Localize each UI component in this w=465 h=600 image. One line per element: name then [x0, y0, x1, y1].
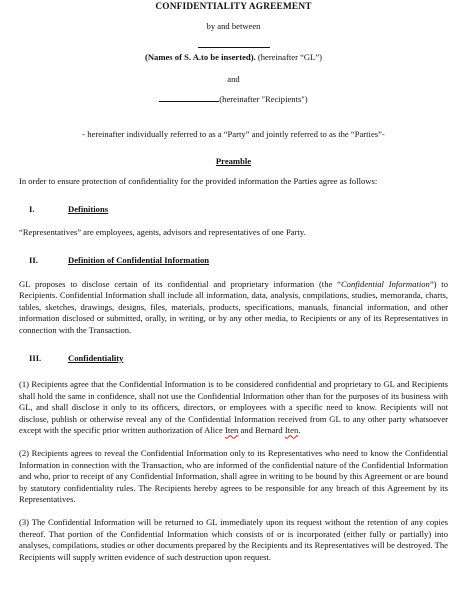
byline: by and between [206, 20, 261, 31]
spellcheck-name-2: Iten [284, 425, 299, 436]
spellcheck-name-1: Iten [224, 425, 239, 436]
section-2-heading [19, 255, 448, 267]
party2-line [19, 93, 448, 106]
section-2-text [19, 279, 448, 337]
section-1-number: I. [29, 203, 35, 214]
section-3-paragraph-3: (3) The Confidential Information will be returned to GL immediately upon its request without the retention of any copies thereof. That portion of the Confidential Information which consists of or is incorporated (either fully or partially) into analyses, compilations, studies or other documents prepared by the Recipients and its Representatives will be destroyed. The Recipients will supply written evidence of such destruction upon request. [19, 517, 448, 562]
section-3-p1-mid: and Bernard [238, 425, 285, 436]
section-3-p1-after: . [298, 425, 301, 436]
section-3-title: Confidentiality [68, 352, 124, 363]
parties-note: - hereinafter individually referred to as a “Party” and jointly referred to as the “Parties”- [82, 128, 385, 139]
document-title: CONFIDENTIALITY AGREEMENT [155, 2, 312, 12]
preamble-heading: Preamble [215, 155, 252, 166]
section-2-text-after: ”) to Recipients. Confidential Information shall include all information, data, analysis, compilations, studies, memoranda, charts, tables, sketches, drawings, designs, files, materials, products, specifications, manuals, financial information, and other information disclosed or submitted, orally, in writing, or by any other media, to Recipients or any of its Representatives in connection with the Transaction. [19, 278, 448, 335]
section-3-p1-before: (1) Recipients agree that the Confidential Information is to be considered confidential and proprietary to GL and Recipients shall hold the same in confidence, shall not use the Confidential Information other than for the purposes of its business with GL, and shall disclose it only to its officers, directors, or employees with a specific need to know. Recipients will not disclose, publish or otherwise reveal any of the Confidential Information received from GL to any other party whatsoever except with the specific prior written authorization of Alice [19, 379, 448, 436]
party2-suffix: (hereinafter "Recipients") [219, 94, 308, 105]
section-1-text: “Representatives” are employees, agents, advisors and representatives of one Party. [19, 227, 306, 238]
party1-blank-line[interactable] [198, 47, 270, 48]
and-line: and [227, 73, 240, 84]
section-2-text-before: GL proposes to disclose certain of its confidential and proprietary information (the “ [19, 278, 341, 289]
party1-names: (Names of S. A.to be inserted). [144, 52, 256, 63]
section-3-heading [19, 353, 448, 365]
party2-blank-line[interactable] [159, 93, 219, 102]
section-3-number: III. [29, 352, 42, 363]
party1-line [19, 52, 448, 64]
party1-suffix: (hereinafter “GL”) [255, 52, 323, 63]
preamble-text: In order to ensure protection of confidentiality for the provided information the Parties agree as follows: [19, 176, 378, 187]
section-3-paragraph-1 [19, 379, 448, 437]
section-2-number: II. [29, 254, 38, 265]
section-3-paragraph-2: (2) Recipients agrees to reveal the Confidential Information only to its Representatives who need to know the Confidential Information in connection with the Transaction, who are informed of the confidential nature of the Confidential Information and who, prior to receipt of any Confidential Information, shall agree in writing to be bound by this Agreement or are bound by statutory confidentiality rules. The Recipients hereby agrees to be responsible for any breach of this Agreement by its Representatives. [19, 448, 448, 505]
section-1-title: Definitions [68, 203, 109, 214]
section-2-text-italic: Confidential Information [340, 278, 430, 289]
section-1-heading [19, 204, 448, 216]
section-2-title: Definition of Confidential Information [68, 254, 210, 265]
